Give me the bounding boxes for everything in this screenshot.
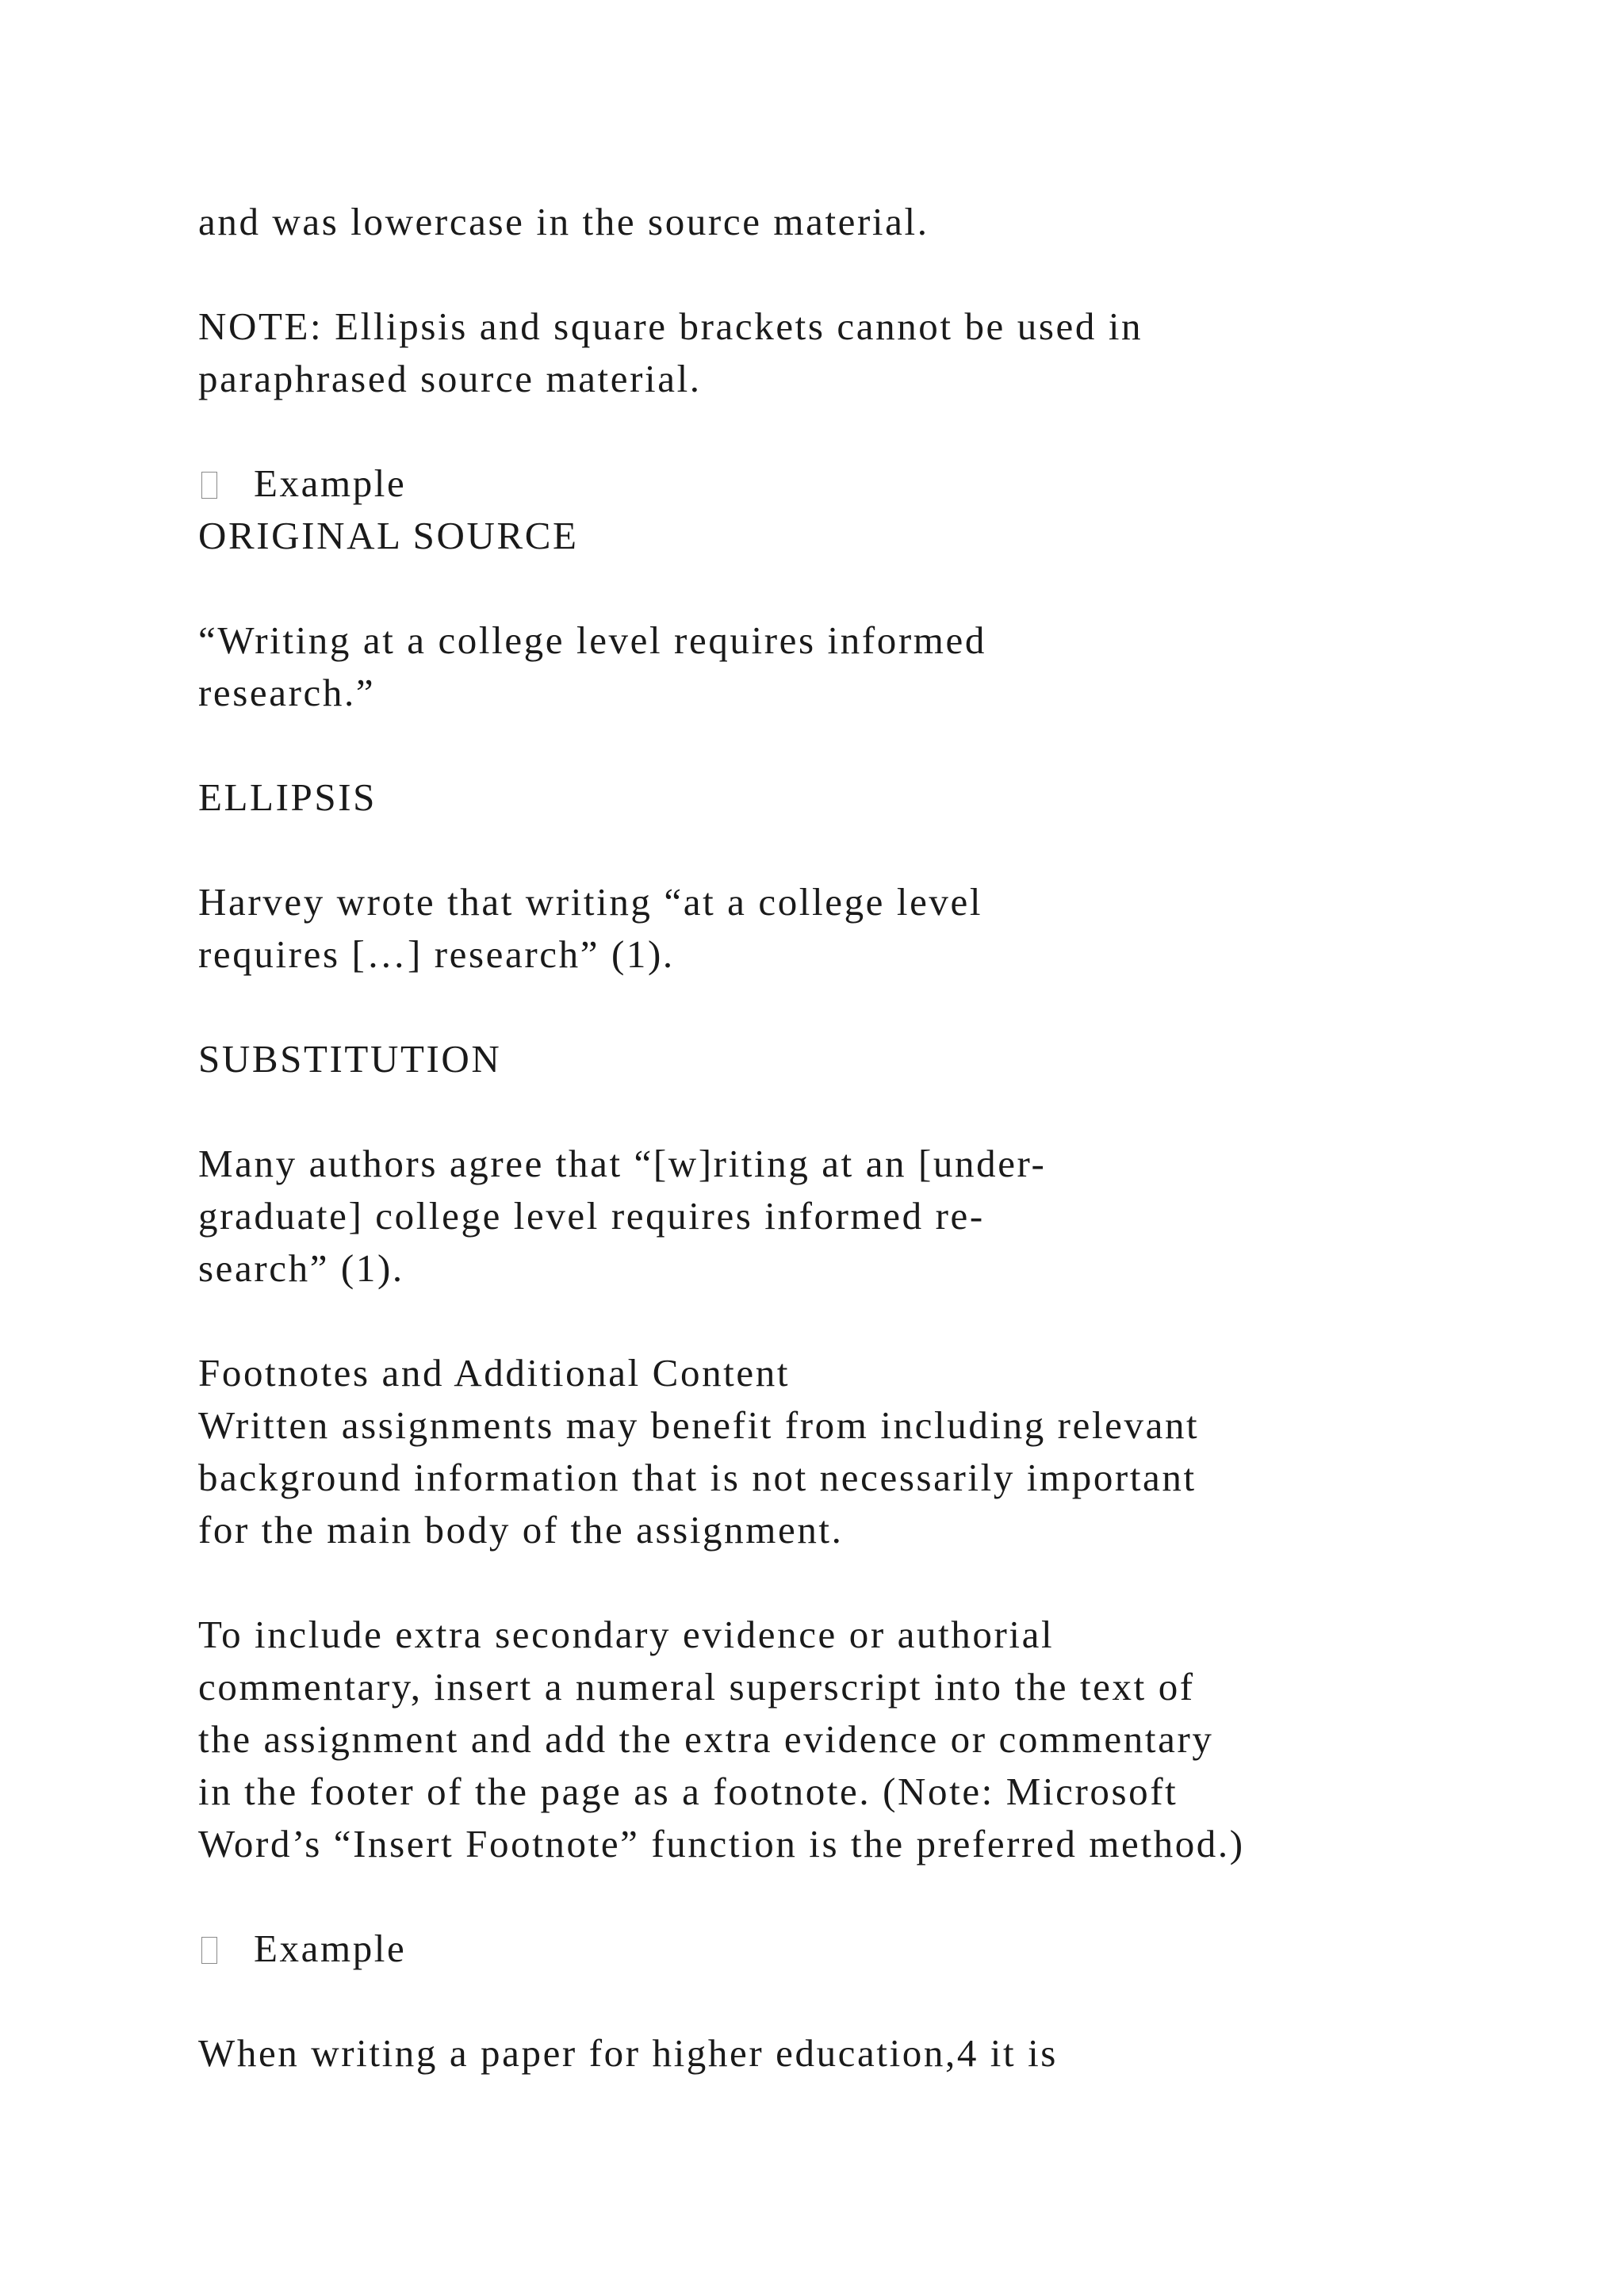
section-heading-footnotes: Footnotes and Additional Content (198, 1351, 791, 1395)
example-label: Example (254, 461, 407, 505)
quote-line: research.” (198, 671, 376, 714)
example-heading (201, 457, 406, 510)
body-line: Word’s “Insert Footnote” function is the preferred method.) (198, 1822, 1245, 1866)
empty-box-icon (201, 472, 217, 499)
example-heading (201, 1923, 406, 1975)
body-line: for the main body of the assignment. (198, 1508, 844, 1552)
note-line: paraphrased source material. (198, 357, 702, 400)
body-line: When writing a paper for higher education,4 it is (198, 2031, 1058, 2075)
empty-box-icon (201, 1937, 217, 1964)
body-line: in the footer of the page as a footnote. (Note: Microsoft (198, 1770, 1178, 1813)
body-line: background information that is not necessarily important (198, 1456, 1197, 1499)
section-heading-substitution: SUBSTITUTION (198, 1037, 502, 1081)
body-line: Written assignments may benefit from including relevant (198, 1403, 1200, 1447)
ellipsis-example-line: Harvey wrote that writing “at a college level (198, 880, 983, 924)
body-line: commentary, insert a numeral superscript into the text of (198, 1665, 1195, 1709)
example-label: Example (254, 1927, 407, 1970)
section-heading-ellipsis: ELLIPSIS (198, 775, 377, 819)
substitution-example-line: Many authors agree that “[w]riting at an [under- (198, 1142, 1047, 1185)
body-line: To include extra secondary evidence or authorial (198, 1613, 1055, 1656)
section-heading-original-source: ORIGINAL SOURCE (198, 514, 579, 557)
note-line: NOTE: Ellipsis and square brackets cannot be used in (198, 304, 1143, 348)
body-line: and was lowercase in the source material. (198, 200, 929, 243)
substitution-example-line: graduate] college level requires informed re- (198, 1194, 985, 1238)
ellipsis-example-line: requires […] research” (1). (198, 932, 675, 976)
body-line: the assignment and add the extra evidence or commentary (198, 1717, 1214, 1761)
quote-line: “Writing at a college level requires informed (198, 618, 986, 662)
substitution-example-line: search” (1). (198, 1246, 404, 1290)
